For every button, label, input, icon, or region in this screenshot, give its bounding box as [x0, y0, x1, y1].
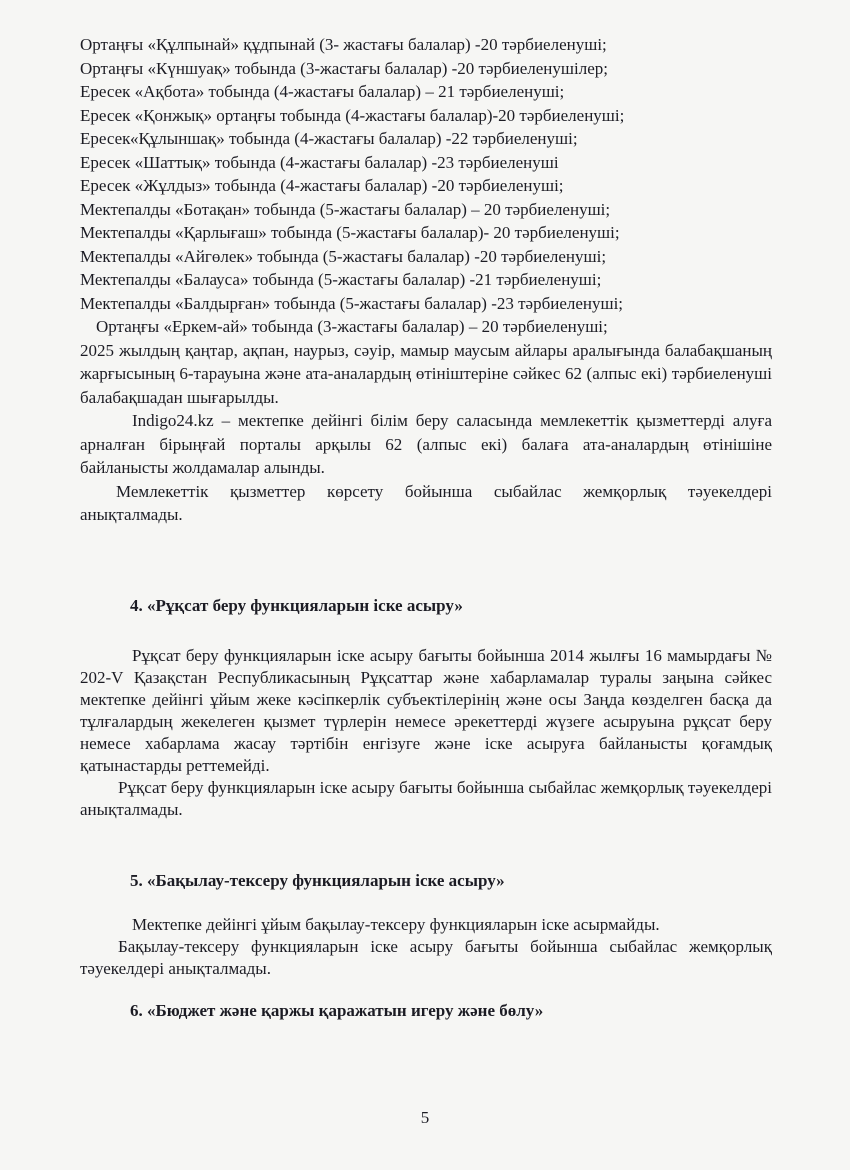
group-line: Ересек «Қонжық» ортаңғы тобында (4-жастағы балалар)-20 тәрбиеленуші;	[80, 105, 625, 125]
group-line: Мектепалды «Айгөлек» тобында (5-жастағы балалар) -20 тәрбиеленуші;	[80, 246, 607, 266]
paragraph-indigo24: Indigo24.kz – мектепке дейінгі білім беру саласында мемлекеттік қызметтерді алуға арналған бірыңғай порталы арқылы 62 (алпыс екі) балаға ата-аналардың өтінішіне байланысты жолдамалар алынды.	[80, 411, 772, 477]
groups-list	[80, 33, 772, 527]
group-line: Ортаңғы «Күншуақ» тобында (3-жастағы балалар) -20 тәрбиеленушілер;	[80, 58, 608, 78]
group-line: Мектепалды «Ботақан» тобында (5-жастағы балалар) – 20 тәрбиеленуші;	[80, 199, 611, 219]
section-heading-5: 5. «Бақылау-тексеру функцияларын іске асыру»	[130, 871, 505, 890]
group-line: Мектепалды «Балдырған» тобында (5-жастағы балалар) -23 тәрбиеленуші;	[80, 293, 624, 313]
group-line-erkem-ai: Ортаңғы «Еркем-ай» тобында (3-жастағы балалар) – 20 тәрбиеленуші;	[96, 317, 608, 336]
section-4-body	[80, 645, 772, 821]
group-line: Ересек «Ақбота» тобында (4-жастағы балалар) – 21 тәрбиеленуші;	[80, 82, 565, 101]
page-number: 5	[420, 1108, 430, 1127]
section-5-body	[80, 914, 772, 980]
group-line: Ересек «Жұлдыз» тобында (4-жастағы балалар) -20 тәрбиеленуші;	[80, 176, 564, 195]
group-line: Ересек «Шаттық» тобында (4-жастағы балалар) -23 тәрбиеленуші	[80, 152, 559, 172]
group-line: Ортаңғы «Құлпынай» құдпынай (3- жастағы балалар) -20 тәрбиеленуші;	[80, 35, 607, 54]
paragraph-2025-dismissals: 2025 жылдың қаңтар, ақпан, наурыз, сәуір, мамыр маусым айлары аралығында балабақшаның жарғысының 6-тарауына және ата-аналардың өтініштеріне сәйкес 62 (алпыс екі) тәрбиеленуші балабақшадан шығарылды.	[80, 340, 772, 407]
paragraph-permit-law: Рұқсат беру функцияларын іске асыру бағыты бойынша 2014 жылғы 16 мамырдағы № 202-V Қазақстан Республикасының Рұқсаттар және хабарламалар туралы заңына сәйкес мектепке дейінгі ұйым жеке кәсіпкерлік субъектілерінің және осы Заңда көзделген басқа да тұлғалардың жекелеген қызмет түрлерін немесе әрекеттерді жүзеге асыруына рұқсат беру немесе хабарлама жасау тәртібін енгізуге және іске асыруға байланысты қоғамдық қатынастарды реттемейді.	[80, 646, 772, 775]
paragraph-control-none: Мектепке дейінгі ұйым бақылау-тексеру функцияларын іске асырмайды.	[132, 915, 660, 934]
group-line: Ересек«Құлыншақ» тобында (4-жастағы балалар) -22 тәрбиеленуші;	[80, 129, 578, 148]
group-line: Мектепалды «Балауса» тобында (5-жастағы балалар) -21 тәрбиеленуші;	[80, 270, 602, 289]
group-line: Мектепалды «Қарлығаш» тобында (5-жастағы балалар)- 20 тәрбиеленуші;	[80, 223, 620, 242]
paragraph-permit-risk: Рұқсат беру функцияларын іске асыру бағыты бойынша сыбайлас жемқорлық тәуекелдері анықталмады.	[80, 778, 772, 819]
paragraph-control-risk: Бақылау-тексеру функцияларын іске асыру бағыты бойынша сыбайлас жемқорлық тәуекелдері анықталмады.	[80, 937, 772, 978]
section-heading-4: 4. «Рұқсат беру функцияларын іске асыру»	[130, 596, 463, 615]
section-heading-6: 6. «Бюджет және қаржы қаражатын игеру және бөлу»	[130, 1001, 544, 1020]
paragraph-services-risk: Мемлекеттік қызметтер көрсету бойынша сыбайлас жемқорлық тәуекелдері анықталмады.	[80, 481, 772, 524]
